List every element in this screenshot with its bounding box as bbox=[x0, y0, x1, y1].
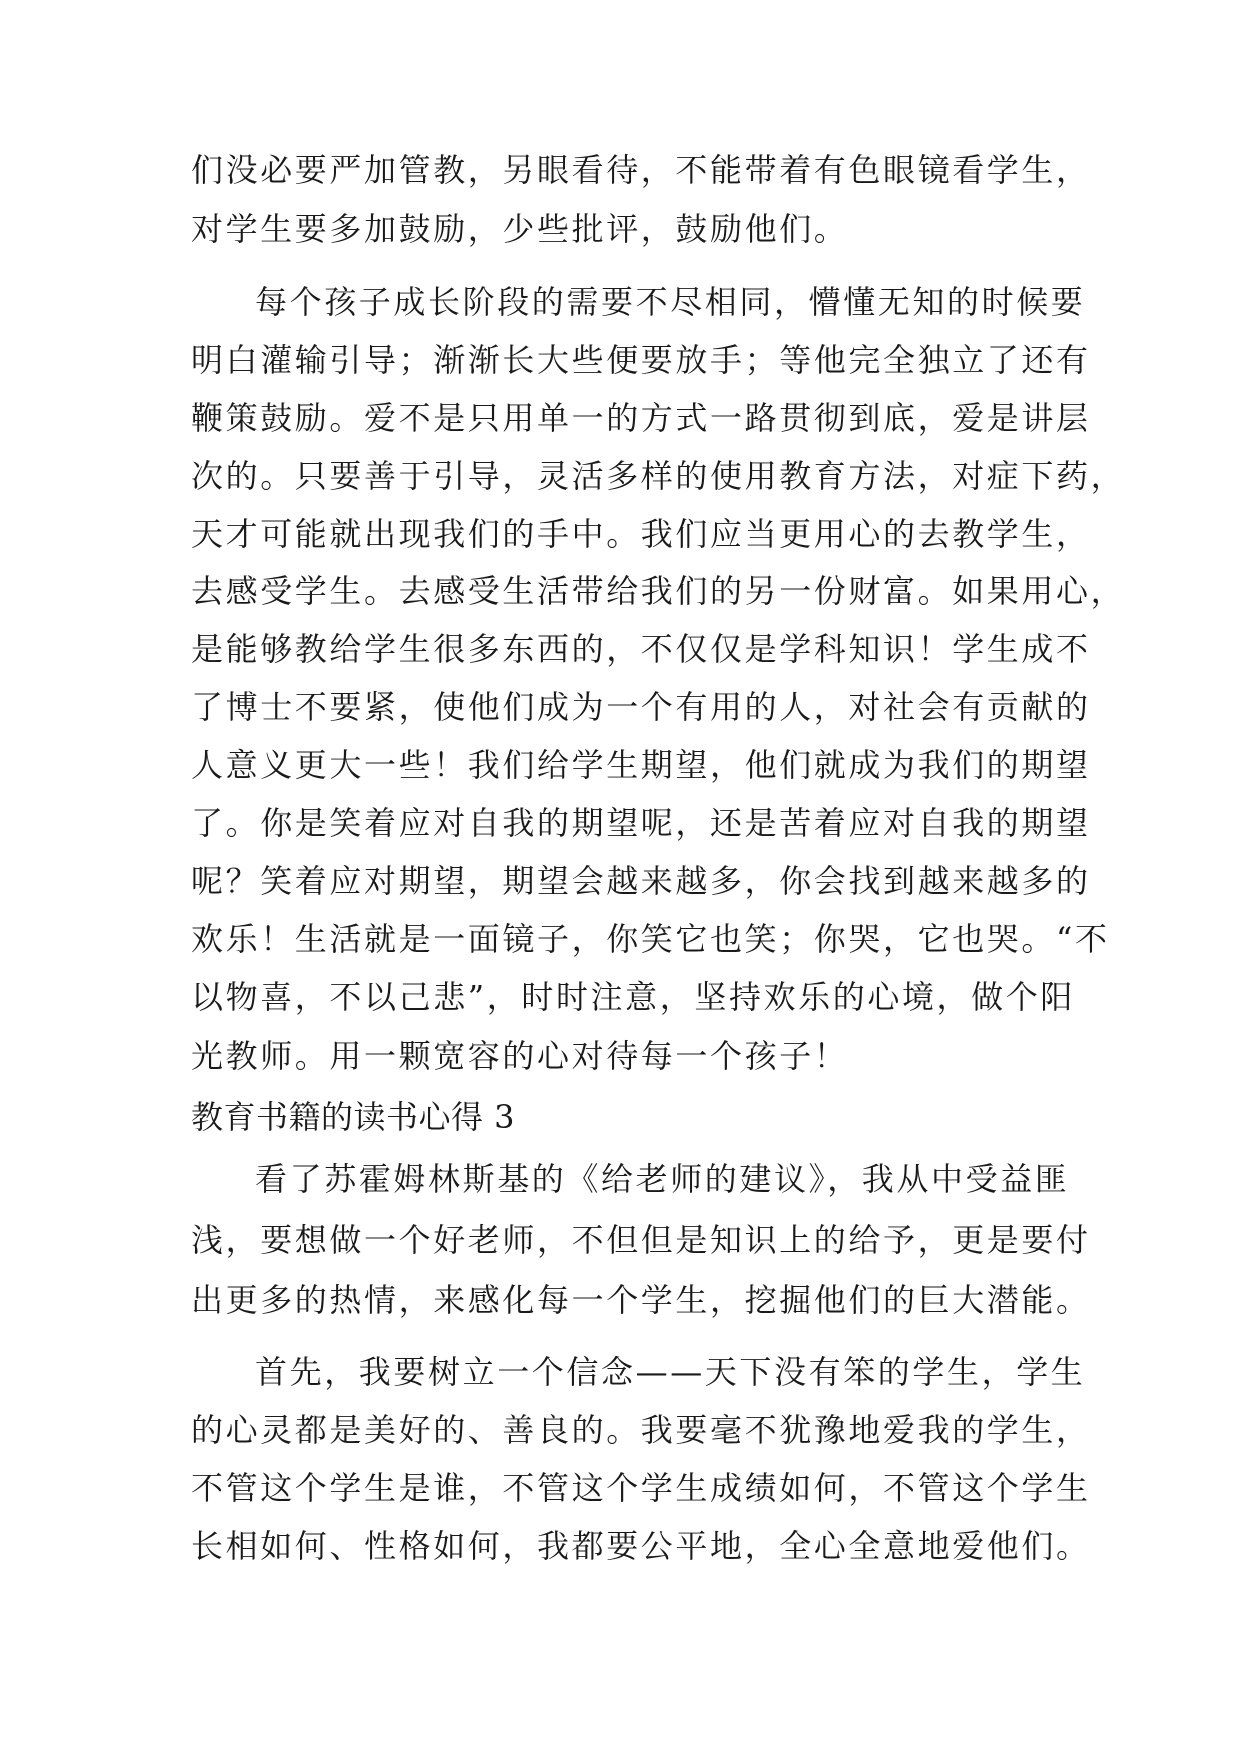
text-line: 是能够教给学生很多东西的，不仅仅是学科知识！学生成不 bbox=[191, 630, 1091, 668]
text-line: 人意义更大一些！我们给学生期望，他们就成为我们的期望 bbox=[191, 746, 1091, 784]
text-line: 对学生要多加鼓励，少些批评，鼓励他们。 bbox=[191, 210, 849, 248]
text-line: 出更多的热情，来感化每一个学生，挖掘他们的巨大潜能。 bbox=[191, 1281, 1091, 1319]
paragraph-first-line: 首先，我要树立一个信念——天下没有笨的学生，学生 bbox=[255, 1353, 1086, 1391]
text-line: 明白灌输引导；渐渐长大些便要放手；等他完全独立了还有 bbox=[191, 341, 1091, 379]
section-heading: 教育书籍的读书心得 3 bbox=[191, 1098, 516, 1136]
text-line: 呢？笑着应对期望，期望会越来越多，你会找到越来越多的 bbox=[191, 862, 1091, 900]
text-line: 不管这个学生是谁，不管这个学生成绩如何，不管这个学生 bbox=[191, 1469, 1091, 1507]
text-line: 欢乐！生活就是一面镜子，你笑它也笑；你哭，它也哭。“不 bbox=[191, 920, 1110, 958]
text-line: 鞭策鼓励。爱不是只用单一的方式一路贯彻到底，爱是讲层 bbox=[191, 399, 1091, 437]
text-line: 了。你是笑着应对自我的期望呢，还是苦着应对自我的期望 bbox=[191, 804, 1091, 842]
text-line: 光教师。用一颗宽容的心对待每一个孩子！ bbox=[191, 1037, 849, 1075]
text-line: 长相如何、性格如何，我都要公平地，全心全意地爱他们。 bbox=[191, 1527, 1091, 1565]
paragraph-first-line: 看了苏霍姆林斯基的《给老师的建议》，我从中受益匪 bbox=[255, 1160, 1070, 1198]
text-line: 了博士不要紧，使他们成为一个有用的人，对社会有贡献的 bbox=[191, 688, 1091, 726]
text-line: 次的。只要善于引导，灵活多样的使用教育方法，对症下药， bbox=[191, 457, 1126, 495]
text-line: 以物喜，不以己悲”，时时注意，坚持欢乐的心境，做个阳 bbox=[191, 978, 1075, 1016]
text-line: 去感受学生。去感受生活带给我们的另一份财富。如果用心， bbox=[191, 572, 1126, 610]
text-line: 天才可能就出现我们的手中。我们应当更用心的去教学生， bbox=[191, 515, 1091, 553]
text-line: 浅，要想做一个好老师，不但但是知识上的给予，更是要付 bbox=[191, 1221, 1091, 1259]
text-line: 的心灵都是美好的、善良的。我要毫不犹豫地爱我的学生， bbox=[191, 1411, 1091, 1449]
paragraph-first-line: 每个孩子成长阶段的需要不尽相同，懵懂无知的时候要 bbox=[255, 283, 1086, 321]
text-line: 们没必要严加管教，另眼看待，不能带着有色眼镜看学生， bbox=[191, 151, 1091, 189]
